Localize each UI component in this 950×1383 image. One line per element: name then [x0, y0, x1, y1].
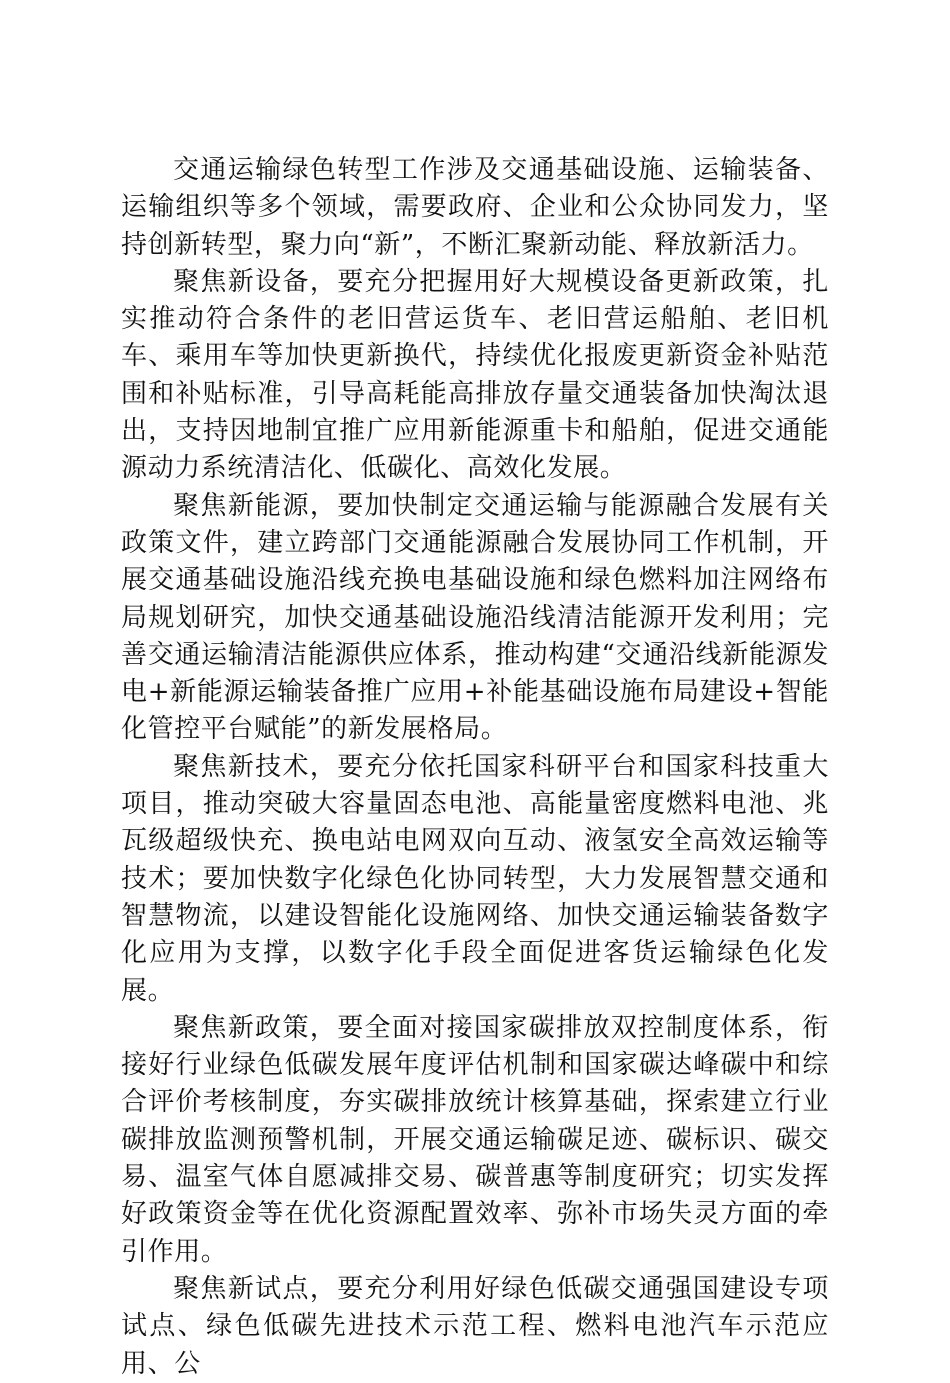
- paragraph-new-technology: 聚焦新技术，要充分依托国家科研平台和国家科技重大项目，推动突破大容量固态电池、高能量密度燃料电池、兆瓦级超级快充、换电站电网双向互动、液氢安全高效运输等技术；要加快数字化绿色化协同转型，大力发展智慧交通和智慧物流，以建设智能化设施网络、加快交通运输装备数字化应用为支撑，以数字化手段全面促进客货运输绿色化发展。: [121, 751, 829, 1006]
- body-text: [121, 152, 829, 1383]
- paragraph-new-energy: 聚焦新能源，要加快制定交通运输与能源融合发展有关政策文件，建立跨部门交通能源融合发展协同工作机制，开展交通基础设施沿线充换电基础设施和绿色燃料加注网络布局规划研究，加快交通基础设施沿线清洁能源开发利用；完善交通运输清洁能源供应体系，推动构建“交通沿线新能源发电+新能源运输装备推广应用+补能基础设施布局建设+智能化管控平台赋能”的新发展格局。: [121, 490, 829, 745]
- paragraph-new-equipment: 聚焦新设备，要充分把握用好大规模设备更新政策，扎实推动符合条件的老旧营运货车、老旧营运船舶、老旧机车、乘用车等加快更新换代，持续优化报废更新资金补贴范围和补贴标准，引导高耗能高排放存量交通装备加快淘汰退出，支持因地制宜推广应用新能源重卡和船舶，促进交通能源动力系统清洁化、低碳化、高效化发展。: [121, 266, 829, 484]
- paragraph-new-policy: 聚焦新政策，要全面对接国家碳排放双控制度体系，衔接好行业绿色低碳发展年度评估机制和国家碳达峰碳中和综合评价考核制度，夯实碳排放统计核算基础，探索建立行业碳排放监测预警机制，开展交通运输碳足迹、碳标识、碳交易、温室气体自愿减排交易、碳普惠等制度研究；切实发挥好政策资金等在优化资源配置效率、弥补市场失灵方面的牵引作用。: [121, 1012, 829, 1267]
- paragraph-intro: 交通运输绿色转型工作涉及交通基础设施、运输装备、运输组织等多个领域，需要政府、企业和公众协同发力，坚持创新转型，聚力向“新”，不断汇聚新动能、释放新活力。: [121, 155, 829, 260]
- paragraph-new-pilot: 聚焦新试点，要充分利用好绿色低碳交通强国建设专项试点、绿色低碳先进技术示范工程、燃料电池汽车示范应用、公: [121, 1273, 829, 1379]
